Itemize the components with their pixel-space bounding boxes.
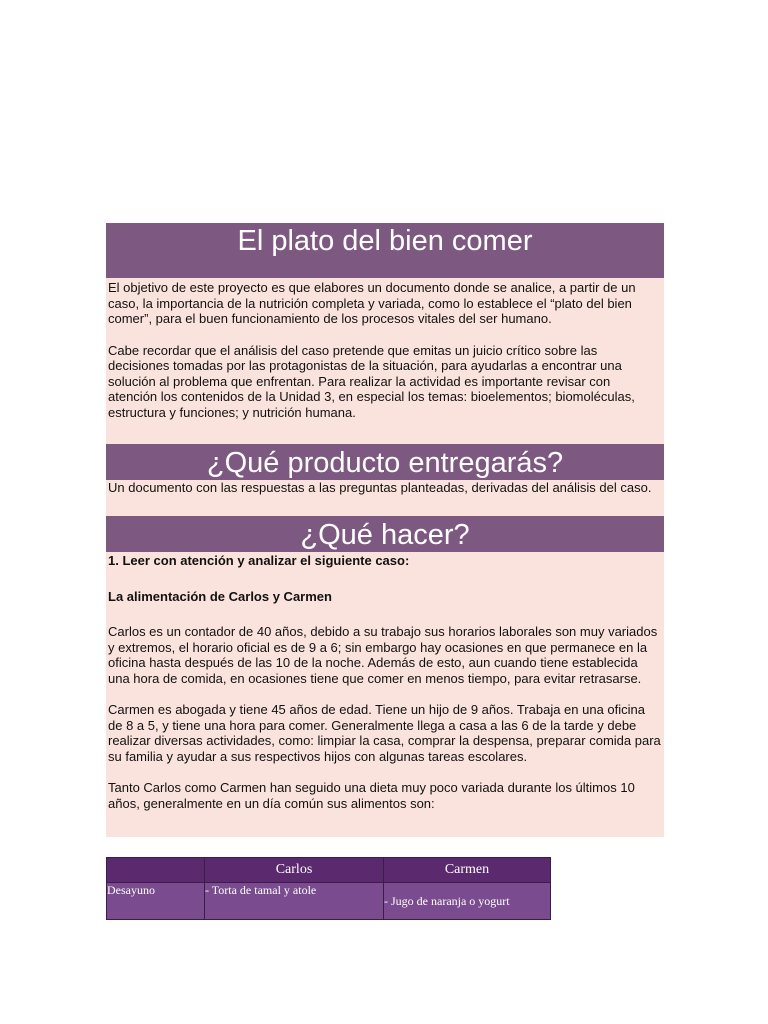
product-text: Un documento con las respuestas a las preguntas planteadas, derivadas del análisis del caso. bbox=[108, 480, 652, 495]
intro-paragraph-1: El objetivo de este proyecto es que elabores un documento donde se analice, a partir de un caso, la importancia de la nutrición completa y variada, como lo establece el “plato del bien comer”, para el buen funcionamiento de los procesos vitales del ser humano. bbox=[108, 280, 636, 326]
meals-table bbox=[106, 857, 551, 920]
product-section bbox=[106, 480, 664, 516]
product-heading: ¿Qué producto entregarás? bbox=[106, 444, 664, 480]
case-title: La alimentación de Carlos y Carmen bbox=[108, 588, 332, 604]
table-header-carmen: Carmen bbox=[384, 858, 551, 883]
intro-section bbox=[106, 278, 664, 444]
table-cell-carmen: - Jugo de naranja o yogurt bbox=[384, 883, 551, 920]
todo-section bbox=[106, 552, 664, 837]
table-header-empty bbox=[107, 858, 205, 883]
step-1: 1. Leer con atención y analizar el siguiente caso: bbox=[108, 553, 410, 568]
table-cell-meal: Desayuno bbox=[107, 883, 205, 920]
document-body bbox=[106, 223, 664, 837]
case-paragraph-diet: Tanto Carlos como Carmen han seguido una dieta muy poco variada durante los últimos 10 años, generalmente en un día común sus alimentos son: bbox=[108, 780, 635, 811]
table-header-carlos: Carlos bbox=[205, 858, 384, 883]
table-cell-carlos: - Torta de tamal y atole bbox=[205, 883, 384, 920]
table-header-row bbox=[107, 858, 551, 883]
case-paragraph-carlos: Carlos es un contador de 40 años, debido a su trabajo sus horarios laborales son muy variados y extremos, el horario oficial es de 9 a 6; sin embargo hay ocasiones en que permanece en la oficina hasta después de las 10 de la noche. Además de esto, aun cuando tiene establecida una hora de comida, en ocasiones tiene que comer en menos tiempo, para evitar retrasarse. bbox=[108, 624, 658, 686]
case-paragraph-carmen: Carmen es abogada y tiene 45 años de edad. Tiene un hijo de 9 años. Trabaja en una oficina de 8 a 5, y tiene una hora para comer. Generalmente llega a casa a las 6 de la tarde y debe realizar diversas actividades, como: limpiar la casa, comprar la despensa, preparar comida para su familia y ayudar a sus respectivos hijos con algunas tareas escolares. bbox=[108, 702, 661, 764]
todo-heading: ¿Qué hacer? bbox=[106, 516, 664, 552]
page-title: El plato del bien comer bbox=[106, 223, 664, 278]
intro-paragraph-2: Cabe recordar que el análisis del caso pretende que emitas un juicio crítico sobre las decisiones tomadas por las protagonistas de la situación, para ayudarlas a encontrar una solución al problema que enfrentan. Para realizar la actividad es importante revisar con atención los contenidos de la Unidad 3, en especial los temas: bioelementos; biomoléculas, estructura y funciones; y nutrición humana. bbox=[108, 342, 635, 420]
table-row bbox=[107, 883, 551, 920]
